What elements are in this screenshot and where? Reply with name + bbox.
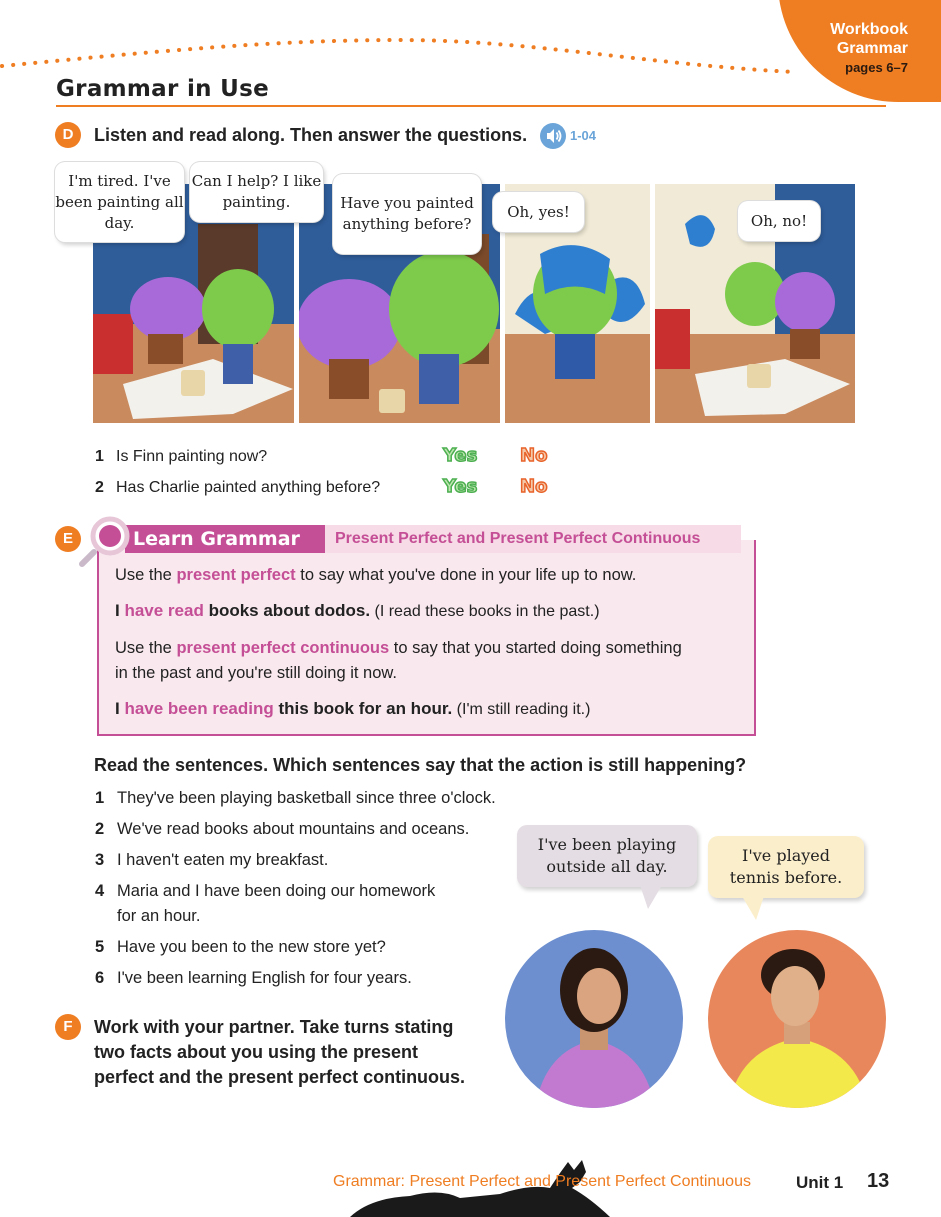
answer-yes-option[interactable]: Yes: [443, 476, 478, 497]
speech-bubble-2: Can I help? I like painting.: [190, 162, 323, 222]
example-present-perfect-continuous: I have been reading this book for an hour. (I'm still reading it.): [115, 699, 591, 718]
audio-track-label: 1-04: [570, 128, 597, 143]
question-number: 2: [95, 479, 104, 496]
girl-bubble-tail: [640, 885, 670, 911]
question-row-2: [95, 476, 595, 501]
page-number: 13: [867, 1170, 890, 1192]
section-e-task: Read the sentences. Which sentences say that the action is still happening?: [94, 755, 747, 775]
section-e-badge: E: [55, 526, 81, 552]
question-number: 1: [95, 448, 104, 465]
learn-grammar-subtitle: Present Perfect and Present Perfect Continuous: [325, 525, 741, 553]
workbook-tab-line1: Workbook: [830, 21, 908, 38]
speech-bubble-1: I'm tired. I've been painting all day.: [55, 162, 184, 242]
rule-present-perfect-continuous: Use the present perfect continuous to say that you started doing something: [115, 639, 682, 657]
girl-photo: [505, 930, 683, 1108]
rule-present-perfect: Use the present perfect to say what you've done in your life up to now.: [115, 566, 637, 584]
rule-present-perfect-continuous-line2: in the past and you're still doing it now.: [115, 664, 397, 682]
footer-topic: Grammar: Present Perfect and Present Perfect Continuous: [333, 1173, 751, 1190]
footer-unit: Unit 1: [796, 1173, 844, 1192]
boy-photo: [708, 930, 886, 1108]
girl-speech-bubble: I've been playing outside all day.: [517, 825, 697, 887]
question-text: Has Charlie painted anything before?: [116, 479, 381, 496]
section-f-line2: two facts about you using the present: [94, 1042, 419, 1062]
question-row-1: [95, 445, 595, 470]
learn-grammar-banner: Learn Grammar: [125, 525, 333, 553]
page-title: Grammar in Use: [56, 76, 269, 102]
answer-yes-option[interactable]: Yes: [443, 445, 478, 466]
speaker-icon: [540, 123, 566, 149]
speech-bubble-3: Have you painted anything before?: [333, 174, 481, 254]
example-present-perfect: I have read books about dodos. (I read these books in the past.): [115, 601, 600, 620]
section-d-badge: D: [55, 122, 81, 148]
section-d-instruction: Listen and read along. Then answer the questions.: [94, 125, 528, 145]
audio-play-button[interactable]: [540, 123, 566, 149]
workbook-tab-line2: Grammar: [836, 40, 908, 57]
section-f-line3: perfect and the present perfect continuous.: [94, 1067, 466, 1087]
speech-bubble-5: Oh, no!: [738, 201, 820, 241]
dotted-wave-decoration: [0, 30, 800, 80]
question-text: Is Finn painting now?: [116, 448, 268, 465]
boy-speech-bubble: I've played tennis before.: [708, 836, 864, 898]
answer-no-option[interactable]: No: [520, 476, 548, 497]
speech-bubble-4: Oh, yes!: [493, 192, 584, 232]
boy-bubble-tail: [742, 896, 772, 922]
section-f-badge: F: [55, 1014, 81, 1040]
workbook-tab-pages: pages 6–7: [845, 60, 908, 75]
answer-no-option[interactable]: No: [520, 445, 548, 466]
section-f-line1: Work with your partner. Take turns stating: [94, 1017, 454, 1037]
title-rule: [56, 105, 886, 107]
magnifier-icon: [78, 516, 130, 568]
